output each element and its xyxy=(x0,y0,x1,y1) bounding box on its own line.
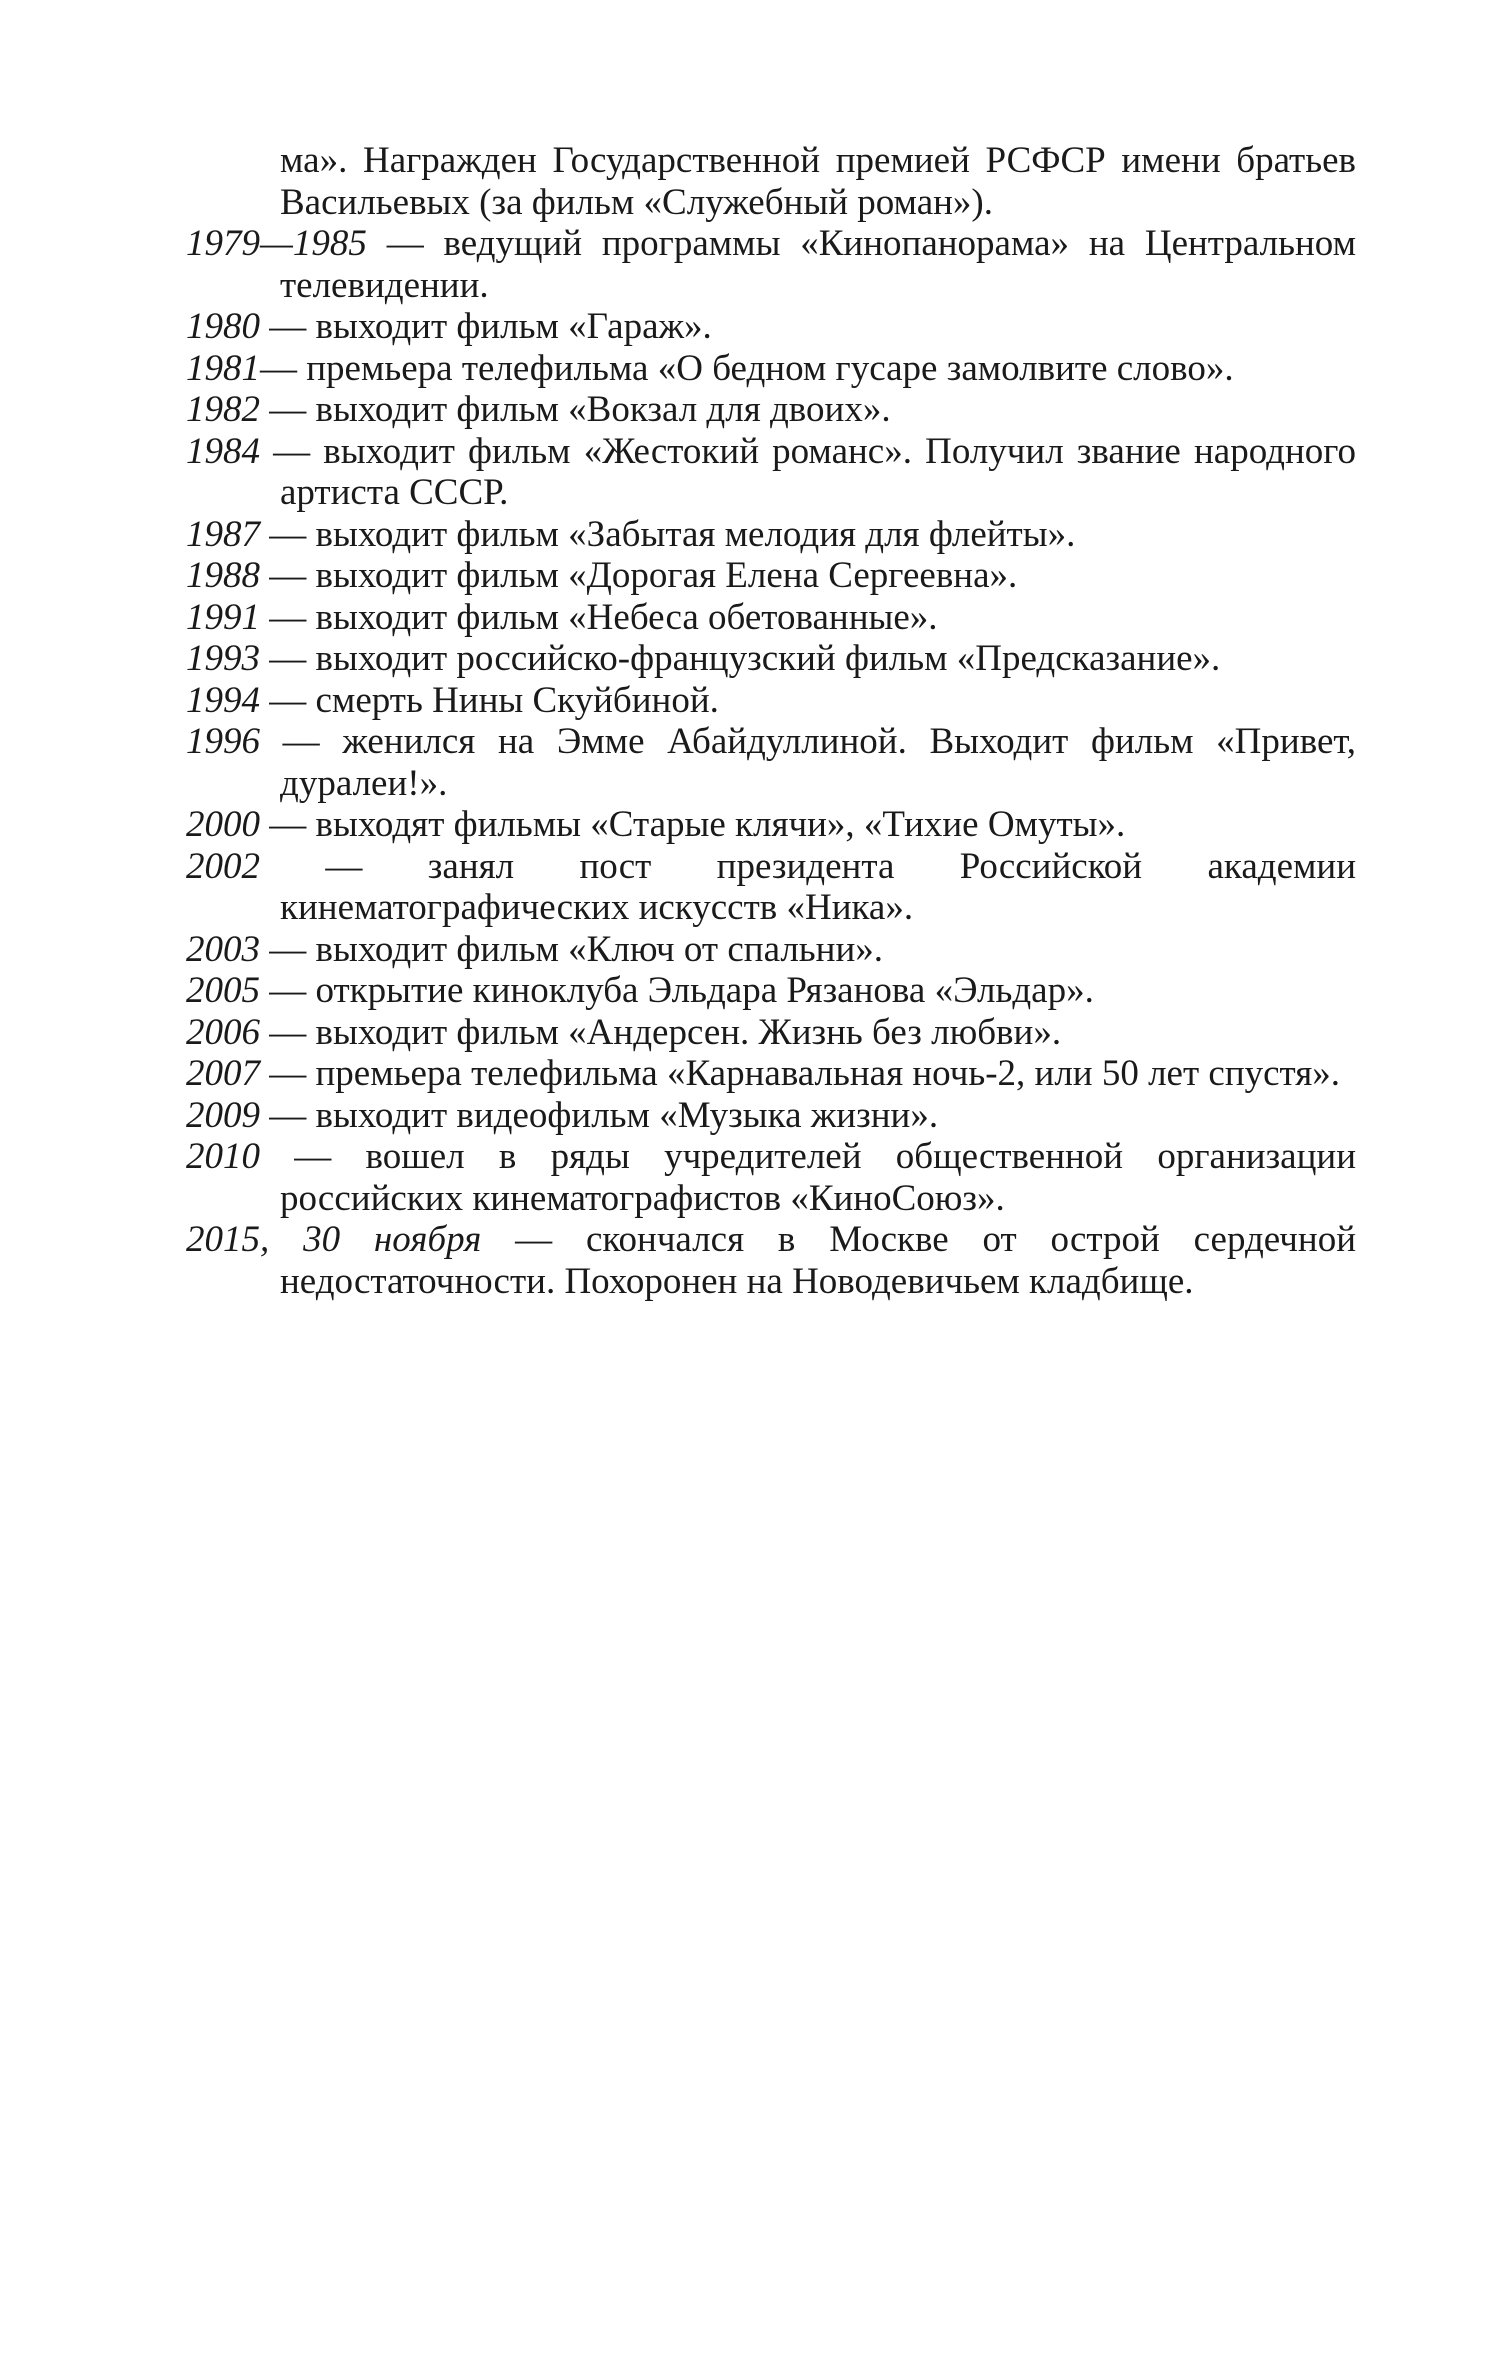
entry-separator: — xyxy=(260,970,316,1011)
entry-text: открытие киноклуба Эльдара Рязанова «Эльдар». xyxy=(315,970,1094,1011)
entry-separator: — xyxy=(260,306,316,347)
entry-year: 1979—1985 xyxy=(186,223,367,264)
entry-text: ведущий программы «Кинопанорама» на Центральном телевидении. xyxy=(280,223,1357,306)
entry-text: ма». Награжден Государственной премией РСФСР имени братьев Васильевых (за фильм «Служебный роман»). xyxy=(280,140,1356,223)
entry-year: 1981 xyxy=(186,347,260,389)
entry-year: 1994 xyxy=(186,679,260,721)
entry-separator: — xyxy=(260,638,316,679)
entry-year: 2010 xyxy=(186,1136,260,1177)
entry-text: смерть Нины Скуйбиной. xyxy=(315,679,719,721)
entry-year: 2002 xyxy=(186,845,260,887)
entry-separator: — xyxy=(260,845,428,887)
chronology-entry xyxy=(186,223,1356,306)
chronology-entry xyxy=(186,1095,1356,1137)
chronology-entry xyxy=(186,1012,1356,1054)
entry-text: выходит российско-французский фильм «Предсказание». xyxy=(315,638,1221,679)
chronology-entry xyxy=(186,514,1356,556)
entry-separator: — xyxy=(260,679,316,721)
entry-year: 1991 xyxy=(186,596,260,638)
entry-separator: — xyxy=(260,1136,366,1177)
chronology-list xyxy=(186,140,1356,1302)
entry-text: премьера телефильма «Карнавальная ночь-2, или 50 лет спустя». xyxy=(315,1053,1340,1094)
entry-text: вошел в ряды учредителей общественной организации российских кинематографистов «КиноСоюз». xyxy=(280,1136,1357,1219)
entry-separator: — xyxy=(260,389,316,430)
entry-text: выходит фильм «Жестокий романс». Получил звание народного артиста СССР. xyxy=(280,430,1357,513)
chronology-entry xyxy=(186,555,1356,597)
entry-text: выходит фильм «Небеса обетованные». xyxy=(315,596,938,638)
chronology-entry xyxy=(186,929,1356,971)
entry-text: выходят фильмы «Старые клячи», «Тихие Омуты». xyxy=(315,804,1126,845)
entry-separator: — xyxy=(260,928,316,970)
entry-text: выходит видеофильм «Музыка жизни». xyxy=(315,1094,939,1136)
chronology-entry xyxy=(186,680,1356,722)
entry-text: занял пост президента Российской академии кинематографических искусств «Ника». xyxy=(280,845,1357,928)
chronology-entry xyxy=(186,970,1356,1012)
chronology-entry xyxy=(186,348,1356,390)
entry-separator: — xyxy=(260,1053,316,1094)
entry-year: 2006 xyxy=(186,1011,260,1053)
entry-text: премьера телефильма «О бедном гусаре замолвите слово». xyxy=(306,347,1234,389)
entry-year: 2007 xyxy=(186,1053,260,1094)
chronology-entry xyxy=(186,389,1356,431)
entry-text: выходит фильм «Гараж». xyxy=(315,306,712,347)
entry-year: 2009 xyxy=(186,1094,260,1136)
entry-year: 2015, 30 ноября xyxy=(186,1219,482,1260)
entry-text: выходит фильм «Андерсен. Жизнь без любви». xyxy=(315,1011,1062,1053)
entry-year: 1982 xyxy=(186,389,260,430)
entry-text: скончался в Москве от острой сердечной недостаточности. Похоронен на Новодевичьем кладбище. xyxy=(280,1219,1357,1302)
chronology-entry xyxy=(186,1219,1356,1302)
entry-separator: — xyxy=(366,223,444,264)
entry-separator: — xyxy=(260,430,324,472)
entry-year: 1988 xyxy=(186,555,260,596)
entry-year: 1993 xyxy=(186,638,260,679)
entry-text: выходит фильм «Ключ от спальни». xyxy=(315,928,884,970)
entry-year: 2005 xyxy=(186,970,260,1011)
chronology-entry xyxy=(186,306,1356,348)
entry-separator: — xyxy=(481,1219,586,1260)
chronology-entry xyxy=(186,804,1356,846)
entry-year: 1987 xyxy=(186,513,260,555)
entry-year: 2003 xyxy=(186,928,260,970)
entry-separator: — xyxy=(260,596,316,638)
chronology-entry xyxy=(186,1053,1356,1095)
entry-text: выходит фильм «Дорогая Елена Сергеевна». xyxy=(315,555,1018,596)
entry-year: 2000 xyxy=(186,804,260,845)
entry-text: выходит фильм «Забытая мелодия для флейты». xyxy=(315,513,1076,555)
chronology-entry xyxy=(186,638,1356,680)
entry-separator: — xyxy=(260,1094,316,1136)
chronology-entry xyxy=(186,140,1356,223)
chronology-entry xyxy=(186,431,1356,514)
entry-separator: — xyxy=(260,721,343,762)
chronology-entry xyxy=(186,846,1356,929)
entry-separator: — xyxy=(260,555,316,596)
chronology-entry xyxy=(186,597,1356,639)
entry-separator: — xyxy=(260,1011,316,1053)
entry-year: 1980 xyxy=(186,306,260,347)
entry-year: 1996 xyxy=(186,721,260,762)
chronology-entry xyxy=(186,1136,1356,1219)
entry-separator: — xyxy=(260,347,307,389)
entry-text: женился на Эмме Абайдуллиной. Выходит фильм «Привет, дуралеи!». xyxy=(280,721,1357,804)
entry-separator: — xyxy=(260,804,316,845)
entry-year: 1984 xyxy=(186,430,260,472)
entry-text: выходит фильм «Вокзал для двоих». xyxy=(315,389,891,430)
chronology-entry xyxy=(186,721,1356,804)
entry-separator: — xyxy=(260,513,316,555)
